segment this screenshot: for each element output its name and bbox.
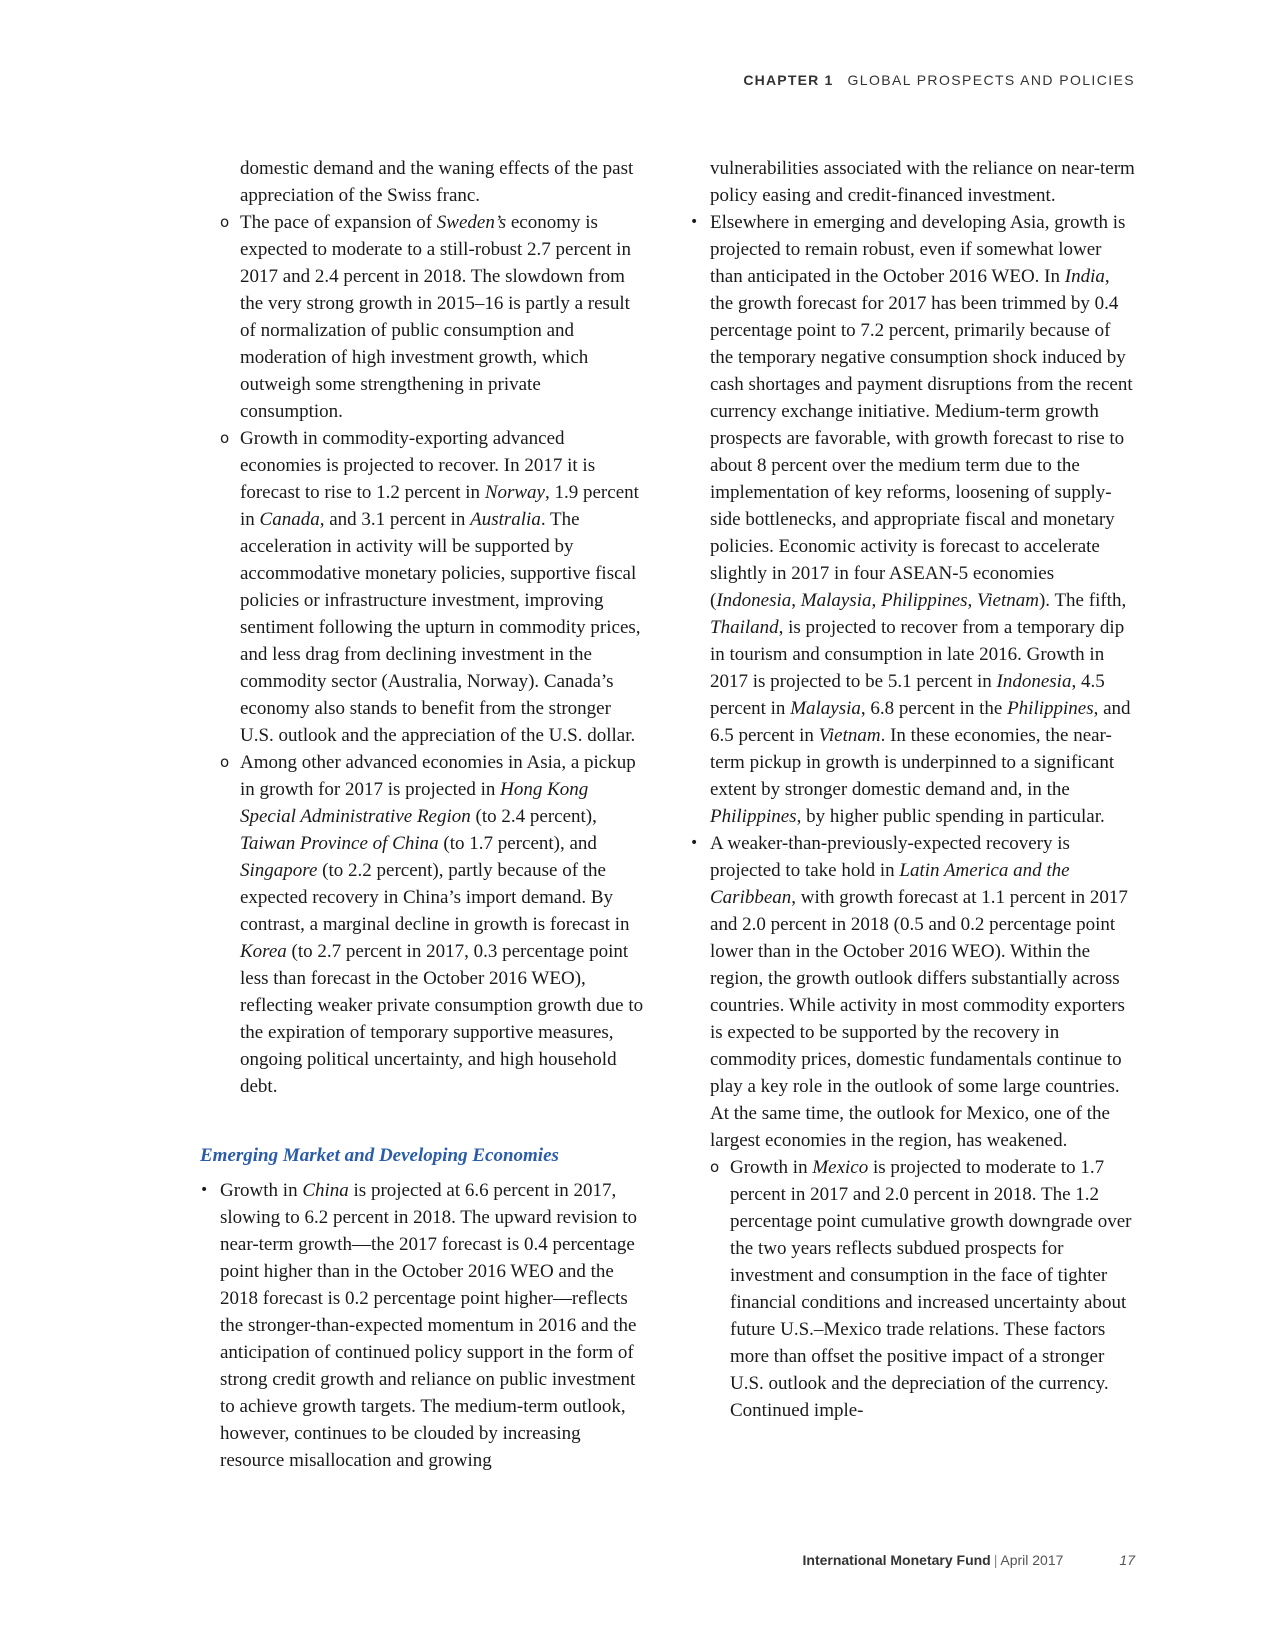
- footer-date: April 2017: [1000, 1552, 1064, 1568]
- chapter-label: CHAPTER 1: [743, 72, 834, 88]
- right-column: [690, 155, 1135, 1424]
- list-item-mexico: o Growth in Mexico is projected to moderate to 1.7 percent in 2017 and 2.0 percent in 2018. The 1.2 percentage point cumulative growth downgrade over the two years reflects subdued prospects for investment and consumption in the face of tighter financial conditions and increased uncertainty about future U.S.–Mexico trade relations. These factors more than offset the positive impact of a stronger U.S. outlook and the depreciation of the currency. Continued imple-: [690, 1154, 1135, 1424]
- list-item-emerging-asia: • Elsewhere in emerging and developing Asia, growth is projected to remain robust, even if somewhat lower than anticipated in the October 2016 WEO. In India, the growth forecast for 2017 has been trimmed by 0.4 percentage point to 7.2 percent, primarily because of the temporary negative consumption shock induced by cash shortages and payment disruptions from the recent currency exchange initiative. Medium-term growth prospects are favorable, with growth forecast to rise to about 8 percent over the medium term due to the implementation of key reforms, loosening of supply-side bottlenecks, and appropriate fiscal and monetary policies. Economic activity is forecast to accelerate slightly in 2017 in four ASEAN-5 economies (Indonesia, Malaysia, Philippines, Vietnam). The fifth, Thailand, is projected to recover from a temporary dip in tourism and consumption in late 2016. Growth in 2017 is projected to be 5.1 percent in Indonesia, 4.5 percent in Malaysia, 6.8 percent in the Philippines, and 6.5 percent in Vietnam. In these economies, the near-term pickup in growth is underpinned to a significant extent by stronger domestic demand and, in the Philippines, by higher public spending in particular.: [690, 209, 1135, 830]
- list-item-asia-advanced: o Among other advanced economies in Asia, a pickup in growth for 2017 is projected in Hong Kong Special Administrative Region (to 2.4 percent), Taiwan Province of China (to 1.7 percent), and Singapore (to 2.2 percent), partly because of the expected recovery in China’s import demand. By contrast, a marginal decline in growth is forecast in Korea (to 2.7 percent in 2017, 0.3 percentage point less than forecast in the October 2016 WEO), reflecting weaker private consumption growth due to the expiration of temporary supportive measures, ongoing political uncertainty, and high household debt.: [200, 749, 645, 1100]
- list-item-sweden: o The pace of expansion of Sweden’s economy is expected to moderate to a still-robust 2.7 percent in 2017 and 2.4 percent in 2018. The slowdown from the very strong growth in 2015–16 is partly a result of normalization of public consumption and moderation of high investment growth, which outweigh some strengthening in private consumption.: [200, 209, 645, 425]
- list-item-china: • Growth in China is projected at 6.6 percent in 2017, slowing to 6.2 percent in 2018. The upward revision to near-term growth—the 2017 forecast is 0.4 percentage point higher than in the October 2016 WEO and the 2018 forecast is 0.2 percentage point higher—reflects the stronger-than-expected momentum in 2016 and the anticipation of continued policy support in the form of strong credit growth and reliance on public investment to achieve growth targets. The medium-term outlook, however, continues to be clouded by increasing resource misallocation and growing: [200, 1177, 645, 1474]
- page-footer: [803, 1552, 1136, 1568]
- list-item-commodity-exporters: o Growth in commodity-exporting advanced economies is projected to recover. In 2017 it is forecast to rise to 1.2 percent in Norway, 1.9 percent in Canada, and 3.1 percent in Australia. The acceleration in activity will be supported by accommodative monetary policies, supportive fiscal policies or infrastructure investment, improving sentiment following the upturn in commodity prices, and less drag from declining investment in the commodity sector (Australia, Norway). Canada’s economy also stands to benefit from the stronger U.S. outlook and the appreciation of the U.S. dollar.: [200, 425, 645, 749]
- footer-org: International Monetary Fund: [802, 1552, 991, 1568]
- left-column: [200, 155, 645, 1474]
- section-heading: Emerging Market and Developing Economies: [200, 1145, 559, 1166]
- paragraph-swiss: domestic demand and the waning effects of the past appreciation of the Swiss franc.: [240, 158, 634, 206]
- list-item-latin-america: • A weaker-than-previously-expected recovery is projected to take hold in Latin America and the Caribbean, with growth forecast at 1.1 percent in 2017 and 2.0 percent in 2018 (0.5 and 0.2 percentage point lower than in the October 2016 WEO). Within the region, the growth outlook differs substantially across countries. While activity in most commodity exporters is expected to be supported by the recovery in commodity prices, domestic fundamentals continue to play a key role in the outlook of some large countries. At the same time, the outlook for Mexico, one of the largest economies in the region, has weakened.: [690, 830, 1135, 1154]
- chapter-title: GLOBAL PROSPECTS AND POLICIES: [847, 72, 1135, 88]
- bullet-icon: •: [200, 1182, 209, 1198]
- page-number: 17: [1119, 1552, 1135, 1568]
- running-header: [743, 72, 1135, 88]
- sub-bullet-icon: o: [220, 213, 230, 231]
- bullet-icon: •: [690, 835, 699, 851]
- sub-bullet-icon: o: [220, 753, 230, 771]
- sub-bullet-icon: o: [220, 429, 230, 447]
- footer-separator: |: [993, 1552, 998, 1568]
- bullet-icon: •: [690, 214, 699, 230]
- sub-bullet-icon: o: [710, 1158, 720, 1176]
- paragraph-china-cont: vulnerabilities associated with the reliance on near-term policy easing and credit-financed investment.: [710, 158, 1135, 206]
